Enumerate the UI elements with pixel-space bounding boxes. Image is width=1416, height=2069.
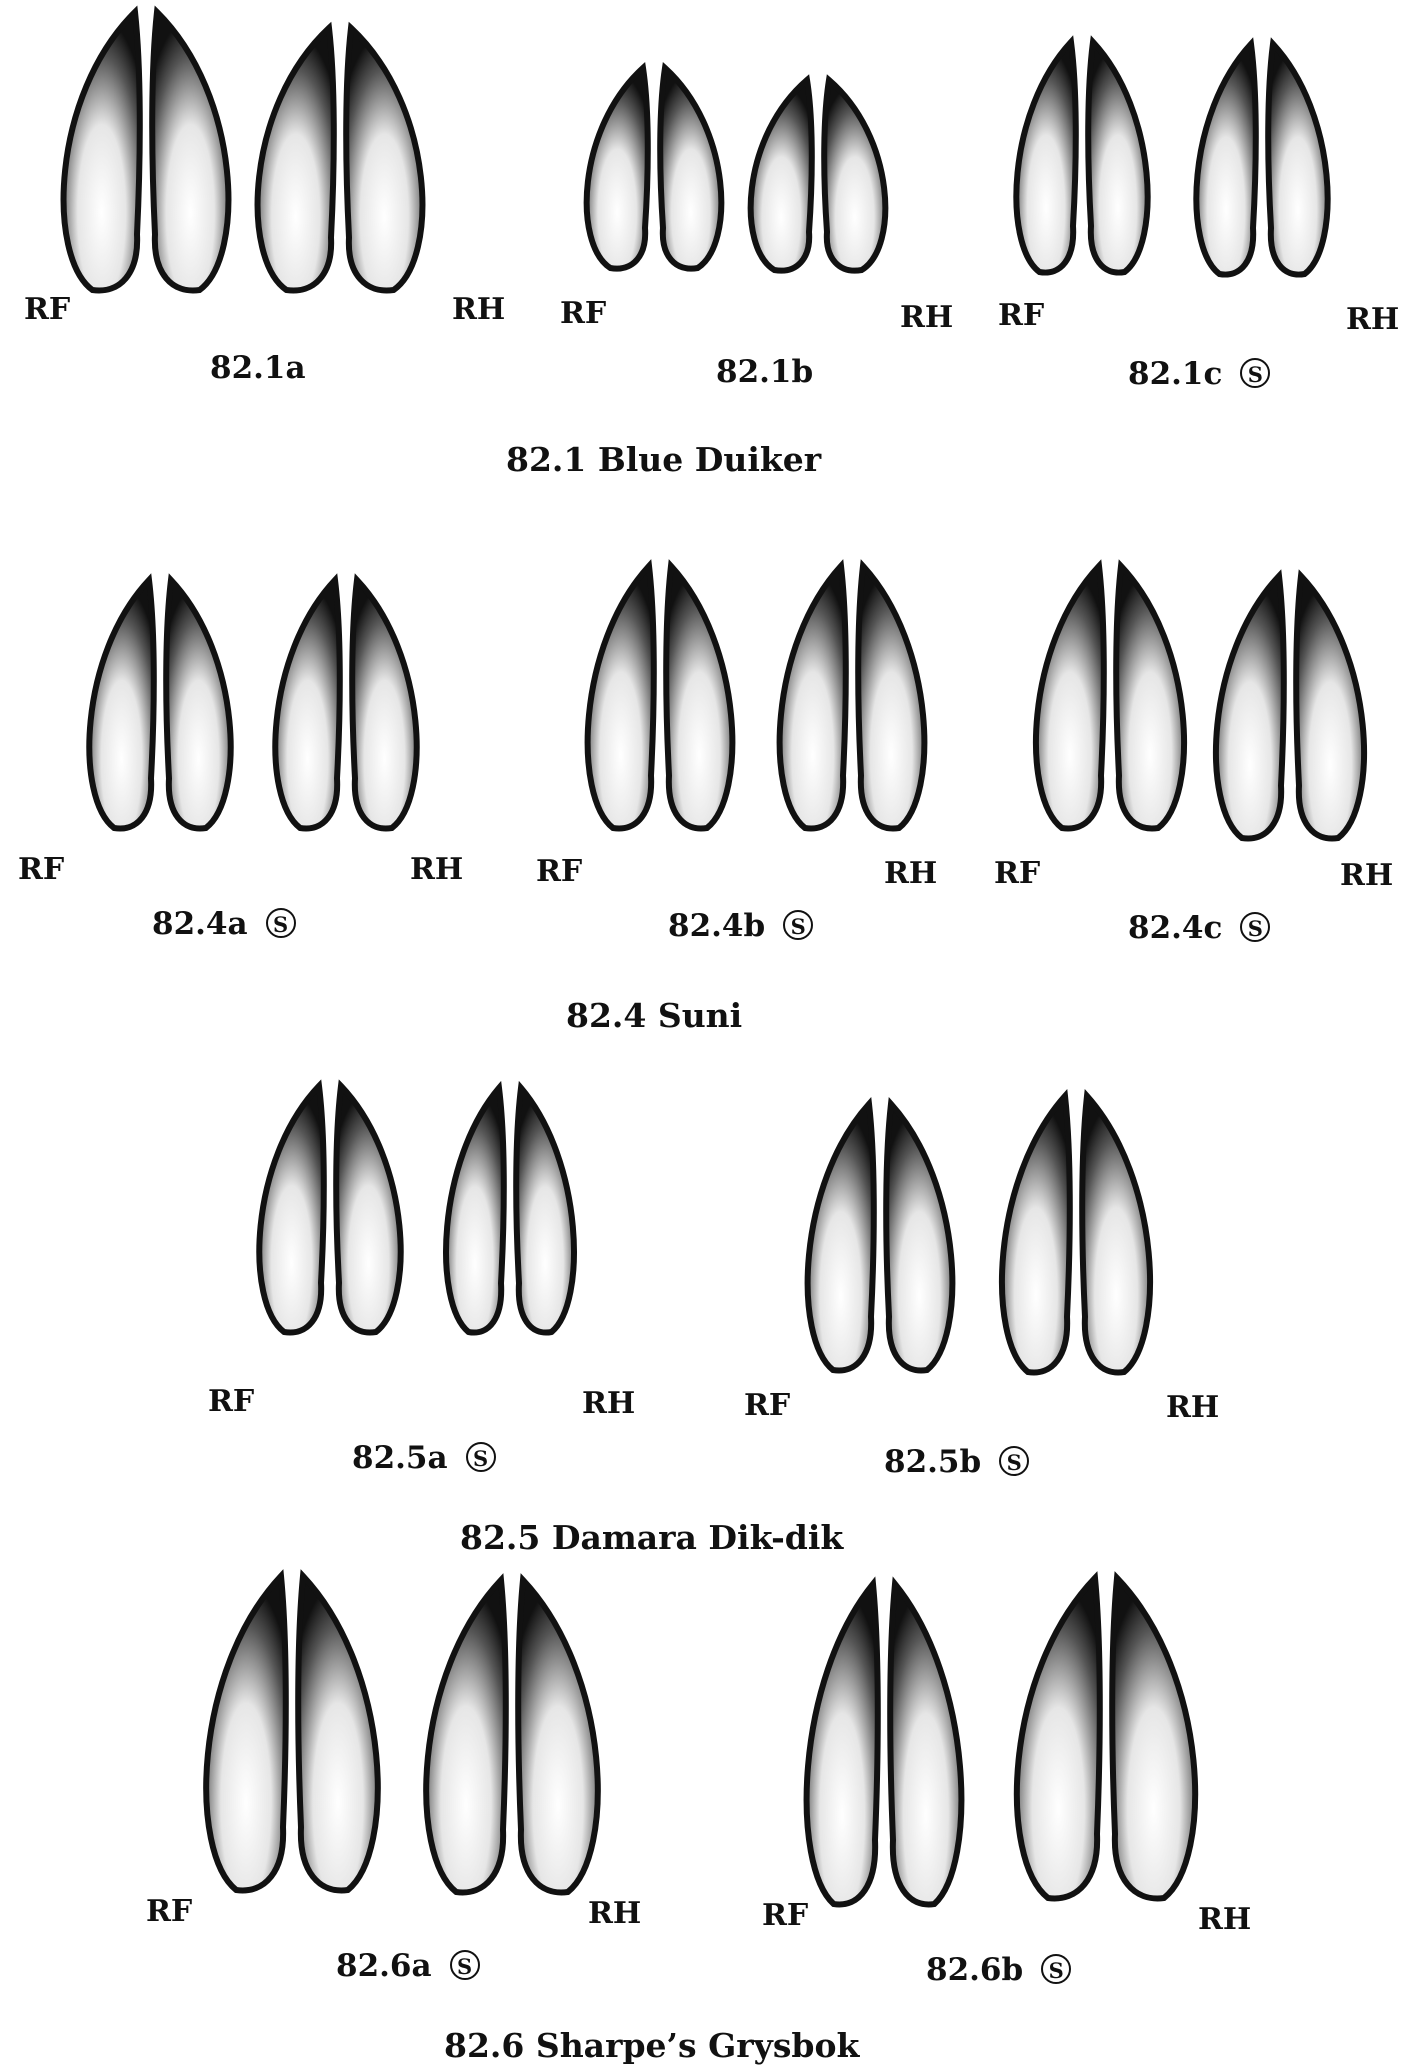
- hoof-claw-left: [1216, 576, 1284, 839]
- hoof-claw-right: [824, 80, 885, 271]
- hoof-claw-right: [1268, 44, 1327, 275]
- s-symbol-icon: S: [783, 910, 813, 940]
- s-symbol-icon: S: [1041, 1954, 1071, 1984]
- hoof-claw-left: [780, 566, 846, 829]
- hoof-claw-left: [1002, 1096, 1070, 1372]
- hoof-claw-left: [587, 68, 648, 269]
- rf-label: RF: [744, 1388, 791, 1423]
- rh-label: RH: [1198, 1902, 1252, 1937]
- print-label-82-6b: 82.6b S: [926, 1952, 1071, 1988]
- species-caption-82-6: 82.6 Sharpe’s Grysbok: [444, 2026, 860, 2065]
- hoof-claw-left: [259, 1086, 323, 1333]
- hoof-claw-left: [751, 80, 812, 271]
- hoof-claw-right: [518, 1580, 598, 1892]
- hoof-claw-left: [1036, 566, 1104, 829]
- hoof-claw-left: [588, 566, 654, 829]
- s-symbol-icon: S: [450, 1950, 480, 1980]
- rf-label: RF: [998, 298, 1045, 333]
- hoof-claw-right: [516, 1088, 574, 1333]
- hoof-claw-right: [1116, 566, 1184, 829]
- print-label-82-4c: 82.4c S: [1128, 910, 1270, 946]
- hoof-claw-right: [1112, 1578, 1195, 1898]
- hoof-claw-right: [152, 12, 228, 290]
- rf-label: RF: [208, 1384, 255, 1419]
- rh-label: RH: [1166, 1390, 1220, 1425]
- s-symbol-icon: S: [1240, 912, 1270, 942]
- s-symbol-icon: S: [999, 1446, 1029, 1476]
- rh-label: RH: [452, 292, 506, 327]
- hoof-claw-left: [807, 1584, 878, 1904]
- hoof-claw-left: [808, 1104, 874, 1371]
- print-label-82-6a: 82.6a S: [336, 1948, 480, 1984]
- hoof-claw-right: [346, 28, 422, 291]
- print-label-82-1a: 82.1a: [210, 350, 306, 386]
- hoof-claw-right: [886, 1104, 952, 1371]
- rh-label: RH: [588, 1896, 642, 1931]
- hoof-claw-left: [1196, 44, 1255, 275]
- hoof-claw-left: [426, 1580, 506, 1892]
- rf-label: RF: [18, 852, 65, 887]
- species-caption-82-1: 82.1 Blue Duiker: [506, 440, 822, 479]
- species-caption-82-5: 82.5 Damara Dik-dik: [460, 1518, 844, 1557]
- rh-label: RH: [1340, 858, 1394, 893]
- print-label-82-4b: 82.4b S: [668, 908, 813, 944]
- s-symbol-icon: S: [466, 1442, 496, 1472]
- print-label-82-1c: 82.1c S: [1128, 356, 1270, 392]
- rh-label: RH: [582, 1386, 636, 1421]
- hoof-claw-right: [890, 1584, 961, 1904]
- print-label-82-4a: 82.4a S: [152, 906, 296, 942]
- s-symbol-icon: S: [266, 908, 296, 938]
- rf-label: RF: [146, 1894, 193, 1929]
- hoof-claw-left: [206, 1576, 286, 1890]
- hoof-claw-left: [1017, 1578, 1100, 1898]
- rf-label: RF: [762, 1898, 809, 1933]
- hoof-claw-left: [258, 28, 334, 291]
- hoof-claw-right: [1088, 42, 1147, 273]
- hoof-claw-right: [660, 68, 721, 269]
- hoof-claw-right: [298, 1576, 378, 1890]
- species-caption-82-4: 82.4 Suni: [566, 996, 743, 1035]
- s-symbol-icon: S: [1240, 358, 1270, 388]
- hoof-claw-right: [1082, 1096, 1150, 1372]
- hoof-claw-left: [64, 12, 140, 290]
- print-label-82-5b: 82.5b S: [884, 1444, 1029, 1480]
- rh-label: RH: [884, 856, 938, 891]
- rf-label: RF: [536, 854, 583, 889]
- hoof-claw-right: [1296, 576, 1364, 839]
- print-label-82-1b: 82.1b: [716, 354, 814, 390]
- rf-label: RF: [24, 292, 71, 327]
- hoof-claw-right: [336, 1086, 400, 1333]
- rh-label: RH: [900, 300, 954, 335]
- hoof-claw-right: [666, 566, 732, 829]
- hoof-claw-right: [352, 580, 416, 829]
- rh-label: RH: [410, 852, 464, 887]
- rf-label: RF: [560, 296, 607, 331]
- hoof-claw-left: [1016, 42, 1075, 273]
- hoof-claw-right: [166, 580, 230, 829]
- rf-label: RF: [994, 856, 1041, 891]
- print-label-82-5a: 82.5a S: [352, 1440, 496, 1476]
- hoof-claw-left: [446, 1088, 504, 1333]
- hoof-claw-left: [275, 580, 339, 829]
- hoof-claw-right: [858, 566, 924, 829]
- hoof-claw-left: [89, 580, 153, 829]
- rh-label: RH: [1346, 302, 1400, 337]
